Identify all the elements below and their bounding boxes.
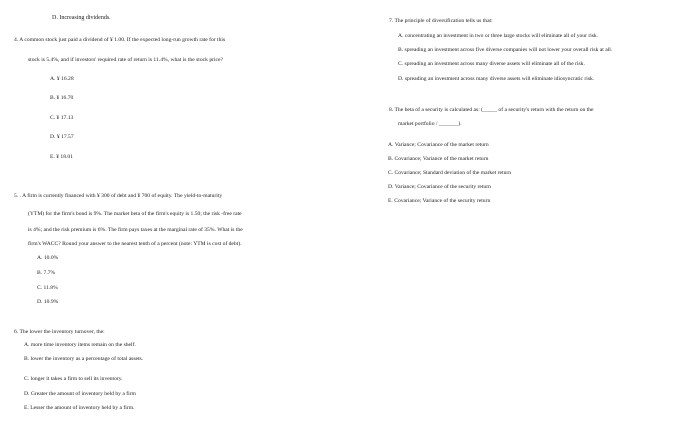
q7-option-d[interactable]: D. spreading an investment across many diverse assets will eliminate idiosyncratic risk. — [398, 76, 595, 82]
q8-option-a[interactable]: A. Variance; Covariance of the market return — [388, 142, 489, 148]
q6-stem: 6. The lower the inventory turnover, the: — [14, 329, 105, 335]
q8-option-b[interactable]: B. Covariance; Variance of the market return — [388, 156, 489, 162]
q8-option-c[interactable]: C. Covariance; Standard deviation of the market return — [388, 170, 512, 176]
q4-stem-line1: 4. A common stock just paid a dividend of ¥ 1.00. If the expected long-run growth rate for this — [14, 37, 226, 43]
q5-option-a[interactable]: A. 10.0% — [37, 255, 59, 261]
q6-option-a[interactable]: A. more time inventory items remain on the shelf. — [24, 342, 136, 348]
q7-stem: 7. The principle of diversification tells us that: — [389, 18, 493, 24]
q7-option-c[interactable]: C. spreading an investment across many diverse assets will eliminate all of the risk. — [398, 61, 585, 67]
q4-option-b[interactable]: B. ¥ 16.70 — [50, 95, 74, 101]
q5-stem-line4: firm's WACC? Round your answer to the nearest tenth of a percent (note: YTM is cost of debt). — [28, 241, 242, 247]
q4-stem-line2: stock is 5.4%, and if investors' required rate of return is 11.4%, what is the stock price? — [28, 57, 223, 63]
q6-option-d[interactable]: D. Greater the amount of inventory held by a firm — [24, 391, 136, 397]
q8-stem-line2: market portfolio / _______). — [398, 121, 462, 127]
q6-option-b[interactable]: B. lower the inventory as a percentage of total assets. — [24, 356, 144, 362]
q5-option-b[interactable]: B. 7.7% — [37, 270, 56, 276]
q4-option-d[interactable]: D. ¥ 17.57 — [50, 134, 74, 140]
q5-stem-line3: is 4%; and the risk premium is 6%. The firm pays taxes at the marginal rate of 35%. What is the — [28, 227, 243, 233]
q3-option-d[interactable]: D. Increasing dividends. — [52, 15, 111, 21]
q5-option-d[interactable]: D. 10.9% — [37, 299, 59, 305]
q4-option-c[interactable]: C. ¥ 17.13 — [50, 115, 74, 121]
q4-option-a[interactable]: A. ¥ 16.28 — [50, 76, 74, 82]
q7-option-a[interactable]: A. concentrating an investment in two or three large stocks will eliminate all of your risk. — [398, 33, 599, 39]
q6-option-e[interactable]: E. Lesser the amount of inventory held by a firm. — [24, 405, 135, 411]
q6-option-c[interactable]: C. longer it takes a firm to sell its inventory. — [24, 376, 123, 382]
q5-stem-line1: 5. . A firm is currently financed with ¥ 300 of debt and ¥ 700 of equity. The yield-to-maturity — [14, 193, 223, 199]
q7-option-b[interactable]: B. spreading an investment across five diverse companies will not lower your overall risk at all. — [398, 47, 613, 53]
q5-option-c[interactable]: C. 11.8% — [37, 285, 58, 291]
q8-option-d[interactable]: D. Variance; Covariance of the security return — [388, 184, 491, 190]
q8-option-e[interactable]: E. Covariance; Variance of the security return — [388, 198, 491, 204]
q5-stem-line2: (YTM) for the firm's bond is 9%. The market beta of the firm's equity is 1.50; the risk -free rate — [28, 211, 242, 217]
q4-option-e[interactable]: E. ¥ 18.01 — [50, 154, 73, 160]
q8-stem-line1: 8. The beta of a security is calculated as: (_____ of a security's return with the return on the — [389, 107, 594, 113]
